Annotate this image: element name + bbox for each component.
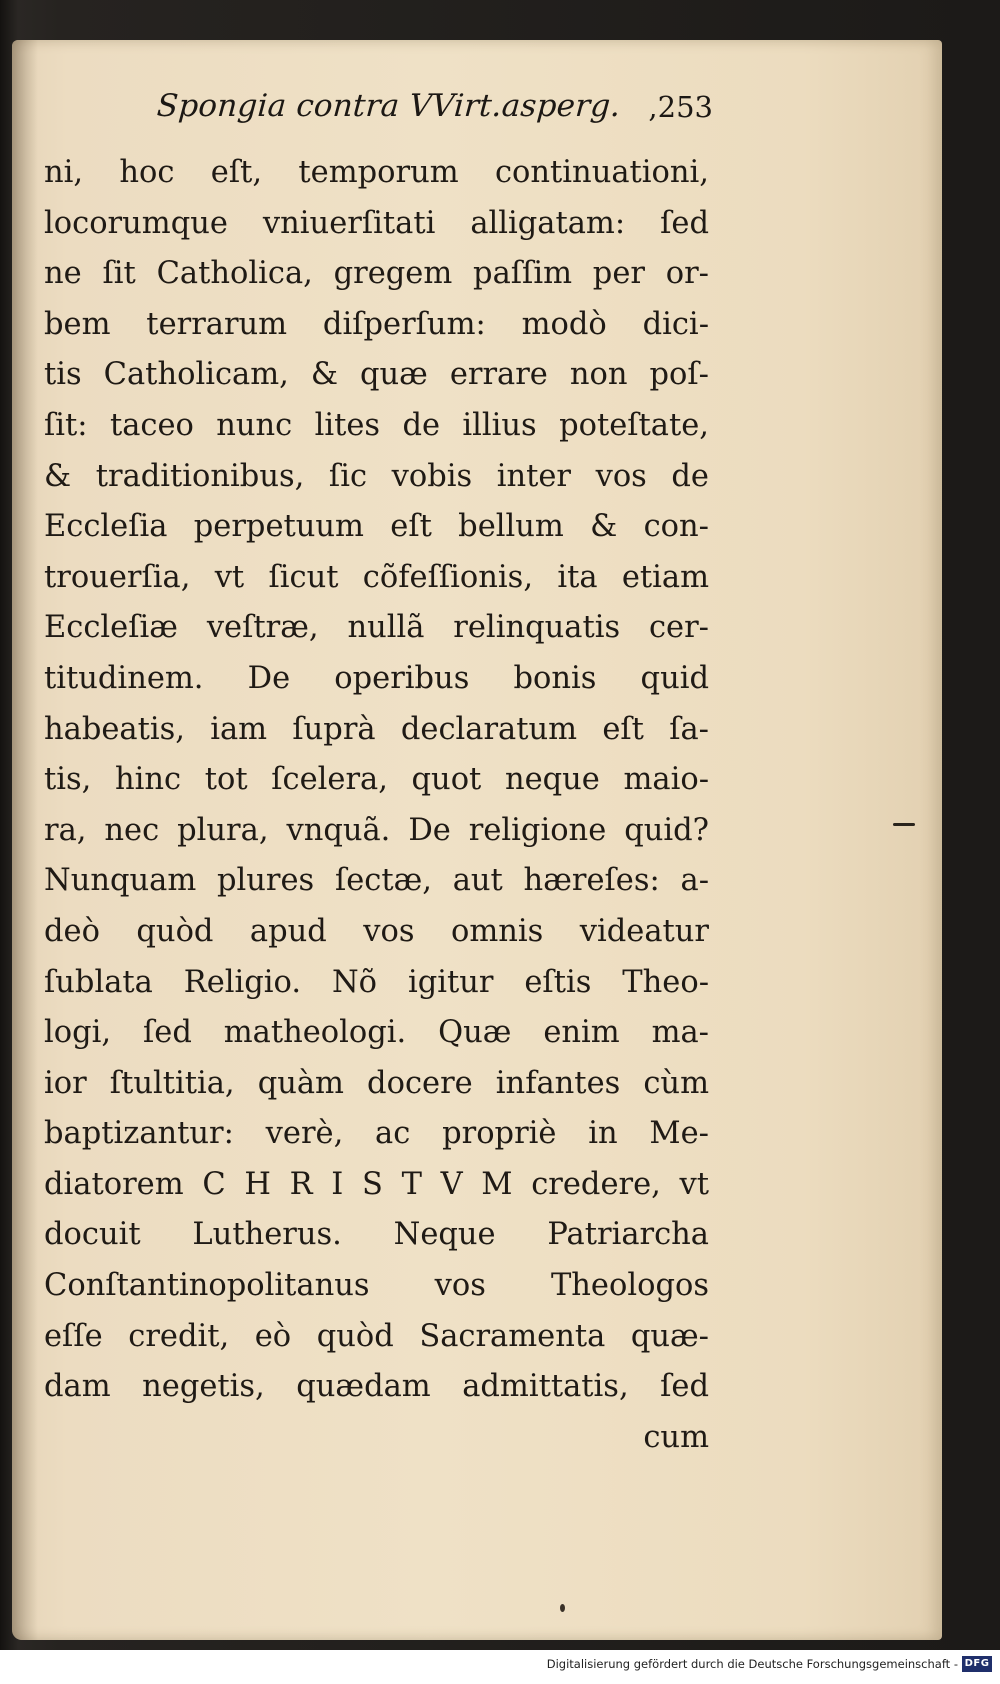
page-number: ,253 [648,90,713,124]
text-line: baptizantur: verè, ac propriè in Me- [44,1116,709,1152]
running-title: Spongia contra VVirt.asperg. [155,88,622,124]
text-line: Eccleſiæ veſtræ, nullã relinquatis cer- [44,610,709,646]
text-line: bem terrarum diſperſum: modò dici- [44,306,709,342]
gutter-shadow [12,40,38,1640]
text-line: logi, ſed matheologi. Quæ enim ma- [44,1015,709,1051]
body-text [44,148,709,1463]
text-line: tis Catholicam, & quæ errare non poſ- [44,357,709,393]
text-line: ne ſit Catholica, gregem paſſim per or- [44,256,709,292]
catchword: cum [643,1419,709,1455]
funding-credit: Digitalisierung gefördert durch die Deutsche Forschungsgemeinschaft - [546,1657,958,1671]
text-line: ſit: taceo nunc lites de illius poteſtate, [44,407,709,443]
text-line: locorumque vniuerſitati alligatam: ſed [44,205,709,241]
text-line: & traditionibus, ſic vobis inter vos de [44,458,709,494]
dfg-logo: DFG [962,1656,992,1672]
running-head [143,88,713,134]
text-line: habeatis, iam ſuprà declaratum eſt ſa- [44,711,709,747]
text-line: eſſe credit, eò quòd Sacramenta quæ- [44,1318,709,1354]
text-line: ſublata Religio. Nõ igitur eſtis Theo- [44,964,709,1000]
text-line: ni, hoc eſt, temporum continuationi, [44,155,709,190]
text-line: ior ſtultitia, quàm docere infantes cùm [44,1065,709,1101]
text-line: Nunquam plures ſectæ, aut hæreſes: a- [44,863,709,899]
text-line: trouerſia, vt ſicut cõfeſſionis, ita etiam [44,559,709,595]
text-line: ra, nec plura, vnquã. De religione quid? [44,812,709,848]
text-line: diatorem C H R I S T V M credere, vt [44,1166,709,1202]
text-line: tis, hinc tot ſcelera, quot neque maio- [44,762,709,798]
margin-mark [893,823,915,826]
paper-speck [560,1604,565,1612]
text-line: dam negetis, quædam admittatis, ſed [44,1369,709,1405]
text-line: docuit Lutherus. Neque Patriarcha [44,1217,709,1253]
text-line: Eccleſia perpetuum eſt bellum & con- [44,509,709,545]
text-line: titudinem. De operibus bonis quid [44,660,709,696]
text-line: Conſtantinopolitanus vos Theologos [44,1268,709,1304]
text-line: deò quòd apud vos omnis videatur [44,913,709,949]
